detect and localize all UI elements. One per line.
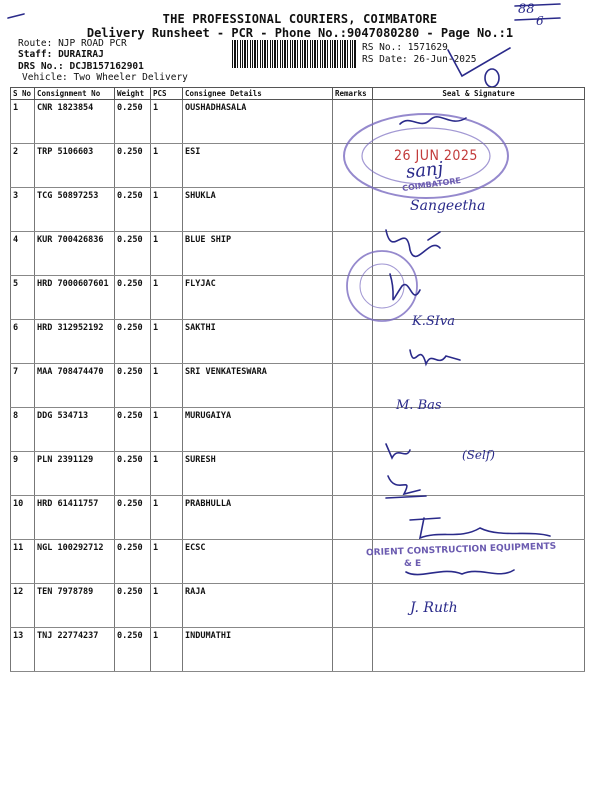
date-stamp-ring-text: COIMBATORE: [401, 175, 462, 194]
cell-sno: 12: [11, 584, 35, 628]
vehicle-value: Two Wheeler Delivery: [73, 72, 188, 83]
signature-row4: [386, 230, 440, 256]
signature-row3: Sangeetha: [410, 198, 486, 214]
cell-consignee: FLYJAC: [183, 276, 333, 320]
cell-consignee: SAKTHI: [183, 320, 333, 364]
cell-pcs: 1: [151, 276, 183, 320]
cell-pcs: 1: [151, 584, 183, 628]
staff-label: Staff:: [18, 49, 53, 60]
corner-tick-mark: [8, 14, 24, 18]
cell-consignee: OUSHADHASALA: [183, 100, 333, 144]
cell-pcs: 1: [151, 320, 183, 364]
cell-consignee: SURESH: [183, 452, 333, 496]
table-header-row: [11, 88, 585, 100]
cell-pcs: 1: [151, 496, 183, 540]
cell-sno: 7: [11, 364, 35, 408]
cell-weight: 0.250: [115, 276, 151, 320]
cell-consignment: HRD 7000607601: [35, 276, 115, 320]
signature-row13: J. Ruth: [410, 600, 458, 616]
cell-consignment: NGL 100292712: [35, 540, 115, 584]
cell-remarks: [333, 364, 373, 408]
cell-remarks: [333, 584, 373, 628]
signature-row5: [390, 274, 420, 300]
cell-weight: 0.250: [115, 452, 151, 496]
cell-consignee: SHUKLA: [183, 188, 333, 232]
table-row: [11, 628, 585, 672]
signature-row12: [406, 570, 514, 575]
cell-remarks: [333, 452, 373, 496]
cell-weight: 0.250: [115, 320, 151, 364]
cell-consignment: PLN 2391129: [35, 452, 115, 496]
signature-row9-note: (Self): [462, 448, 495, 462]
header-pen-marks: [0, 0, 600, 100]
drs-label: DRS No.:: [18, 61, 64, 72]
cell-sno: 8: [11, 408, 35, 452]
cell-consignment: TNJ 22774237: [35, 628, 115, 672]
cell-consignee: BLUE SHIP: [183, 232, 333, 276]
cell-signature: [373, 628, 585, 672]
cell-consignment: DDG 534713: [35, 408, 115, 452]
col-header-weight: Weight: [115, 88, 151, 100]
signature-row9: [386, 444, 410, 458]
signature-row10: [386, 476, 426, 498]
check-mark: [448, 48, 510, 76]
runsheet-title: Delivery Runsheet - PCR - Phone No.:9047080280 - Page No.:1: [86, 26, 514, 40]
col-header-remarks: Remarks: [333, 88, 373, 100]
cell-pcs: 1: [151, 100, 183, 144]
cell-weight: 0.250: [115, 628, 151, 672]
cell-weight: 0.250: [115, 188, 151, 232]
cell-consignment: KUR 700426836: [35, 232, 115, 276]
cell-pcs: 1: [151, 540, 183, 584]
signature-row6: K.SIva: [412, 314, 455, 329]
cell-weight: 0.250: [115, 100, 151, 144]
cell-weight: 0.250: [115, 364, 151, 408]
col-header-signature: Seal & Signature: [373, 88, 585, 100]
signature-row7: [410, 350, 460, 364]
route-value: NJP ROAD PCR: [58, 38, 127, 49]
route-label: Route:: [18, 38, 53, 49]
col-header-pcs: PCS: [151, 88, 183, 100]
cell-sno: 4: [11, 232, 35, 276]
cell-pcs: 1: [151, 408, 183, 452]
signature-row1: [400, 117, 466, 124]
corner-note-top: 88: [518, 2, 535, 17]
cell-sno: 9: [11, 452, 35, 496]
drs-value: DCJB157162901: [69, 61, 144, 72]
cell-consignment: TEN 7978789: [35, 584, 115, 628]
cell-sno: 1: [11, 100, 35, 144]
cell-sno: 6: [11, 320, 35, 364]
vehicle-label: Vehicle:: [22, 72, 68, 83]
cell-consignee: RAJA: [183, 584, 333, 628]
rs-date-label: RS Date:: [362, 54, 408, 65]
cell-consignment: HRD 61411757: [35, 496, 115, 540]
cell-weight: 0.250: [115, 540, 151, 584]
cell-consignment: HRD 312952192: [35, 320, 115, 364]
cell-consignment: MAA 708474470: [35, 364, 115, 408]
cell-pcs: 1: [151, 232, 183, 276]
cell-sno: 10: [11, 496, 35, 540]
cell-weight: 0.250: [115, 232, 151, 276]
cell-pcs: 1: [151, 144, 183, 188]
cell-remarks: [333, 540, 373, 584]
col-header-consignee: Consignee Details: [183, 88, 333, 100]
cell-pcs: 1: [151, 628, 183, 672]
cell-consignee: MURUGAIYA: [183, 408, 333, 452]
cell-remarks: [333, 496, 373, 540]
circle-scribble: [485, 69, 499, 87]
cell-sno: 2: [11, 144, 35, 188]
cell-weight: 0.250: [115, 144, 151, 188]
cell-consignee: ECSC: [183, 540, 333, 584]
cell-sno: 5: [11, 276, 35, 320]
company-stamp-line1: ORIENT CONSTRUCTION EQUIPMENTS: [365, 541, 557, 559]
cell-pcs: 1: [151, 188, 183, 232]
cell-consignment: TCG 50897253: [35, 188, 115, 232]
cell-weight: 0.250: [115, 496, 151, 540]
cell-sno: 11: [11, 540, 35, 584]
rs-date-value: 26-Jun-2025: [413, 54, 477, 65]
signature-row2: sanj: [405, 158, 445, 183]
date-stamp-date: 26 JUN 2025: [394, 148, 478, 164]
cell-consignment: TRP 5106603: [35, 144, 115, 188]
cell-remarks: [333, 628, 373, 672]
signature-row11: [410, 518, 550, 538]
col-header-consignment: Consignment No: [35, 88, 115, 100]
cell-consignment: CNR 1823854: [35, 100, 115, 144]
cell-sno: 3: [11, 188, 35, 232]
cell-weight: 0.250: [115, 408, 151, 452]
cell-pcs: 1: [151, 364, 183, 408]
rs-no-value: 1571629: [407, 42, 448, 53]
signature-row8: M. Bas: [396, 398, 442, 413]
col-header-sno: S No: [11, 88, 35, 100]
staff-value: DURAIRAJ: [58, 49, 104, 60]
cell-sno: 13: [11, 628, 35, 672]
company-stamp-line2: & E: [404, 559, 422, 569]
corner-note-lines: [515, 4, 560, 20]
cell-consignee: INDUMATHI: [183, 628, 333, 672]
cell-remarks: [333, 320, 373, 364]
company-name: THE PROFESSIONAL COURIERS, COIMBATORE: [162, 12, 438, 26]
cell-consignee: ESI: [183, 144, 333, 188]
corner-note-bottom: 6: [536, 14, 544, 28]
rs-no-label: RS No.:: [362, 42, 403, 53]
cell-consignee: SRI VENKATESWARA: [183, 364, 333, 408]
cell-pcs: 1: [151, 452, 183, 496]
cell-consignee: PRABHULLA: [183, 496, 333, 540]
cell-remarks: [333, 408, 373, 452]
cell-weight: 0.250: [115, 584, 151, 628]
